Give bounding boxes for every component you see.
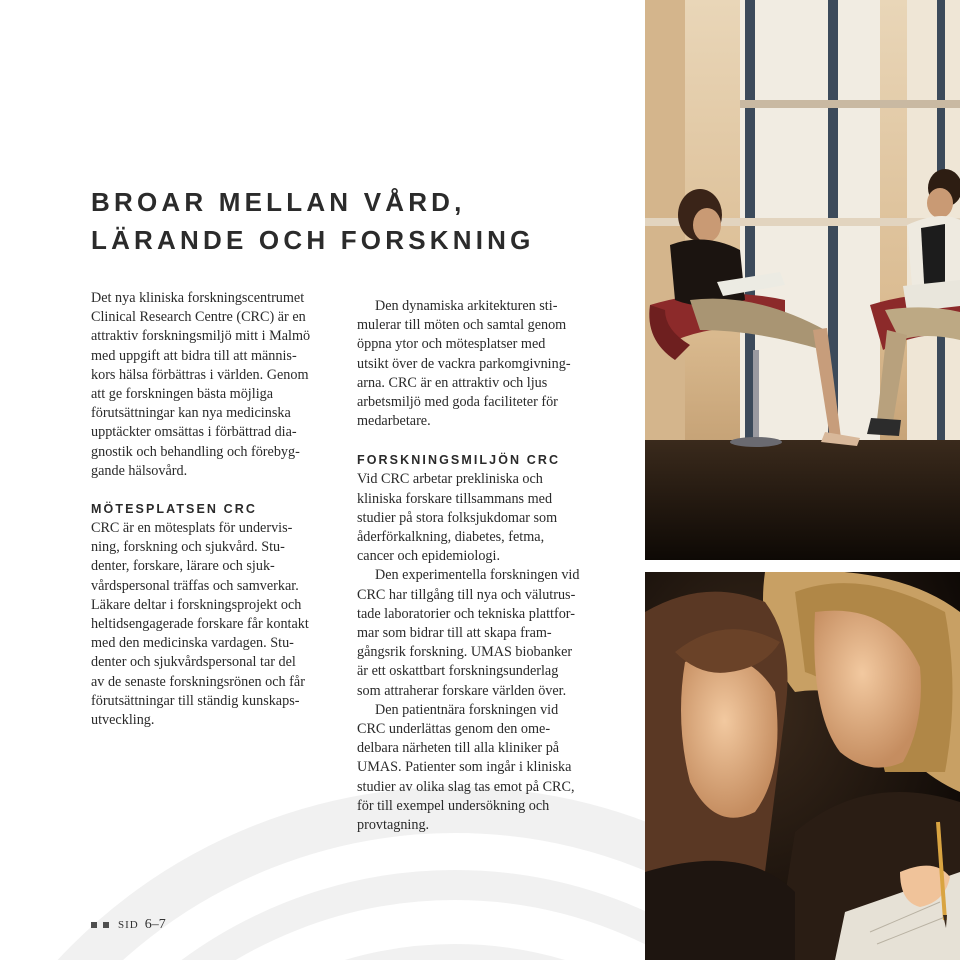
text-line: upptäckter omsättas i förbättrad dia- <box>91 424 297 441</box>
text-line: är ett oskattbart forskningsunderlag <box>357 663 559 680</box>
text-line: gnostik och behandling och förebyg- <box>91 443 300 460</box>
text-line: Clinical Research Centre (CRC) är en <box>91 309 306 326</box>
text-line: med den medicinska vardagen. Stu- <box>91 635 294 652</box>
text-line: Den patientnära forskningen vid <box>375 701 559 718</box>
text-line: UMAS. Patienter som ingår i kliniska <box>357 759 572 776</box>
text-line: denter och sjukvårdspersonal tar del <box>91 654 296 671</box>
text-line: förutsättningar kan nya medicinska <box>91 405 291 422</box>
text-line: att ge forskningen bästa möjliga <box>91 386 274 403</box>
text-line: kors hälsa förbättras i världen. Genom <box>91 366 309 383</box>
text-line: utveckling. <box>91 712 155 729</box>
text-column-right <box>357 297 619 835</box>
text-line: Den experimentella forskningen vid <box>375 567 580 584</box>
text-line: vårdspersonal träffas och samverkar. <box>91 577 299 594</box>
text-line: utsikt över de vackra parkomgivning- <box>357 355 571 372</box>
section-heading-motesplatsen: MÖTESPLATSEN CRC <box>91 502 258 517</box>
text-line: tade laboratorier och tekniska plattfor- <box>357 605 575 622</box>
text-line: av de senaste forskningsrönen och får <box>91 673 305 690</box>
text-line: CRC är en mötesplats för undervis- <box>91 520 293 537</box>
text-column-left <box>91 289 376 730</box>
text-line: denter, forskare, lärare och sjuk- <box>91 558 275 575</box>
text-line: medarbetare. <box>357 413 431 430</box>
motesplatsen-paragraph <box>91 519 376 730</box>
photo-people-seated-by-windows <box>645 0 960 560</box>
research-paragraph-2 <box>357 566 619 700</box>
title-line-2: LÄRANDE OCH FORSKNING <box>91 225 535 255</box>
text-line: CRC underlättas genom den ome- <box>357 721 551 738</box>
text-line: öppna ytor och mötesplatser med <box>357 336 546 353</box>
text-line: Den dynamiska arkitekturen sti- <box>375 298 558 314</box>
footer-page-numbers: 6–7 <box>144 917 166 932</box>
architecture-paragraph <box>357 297 619 431</box>
text-line: ning, forskning och sjukvård. Stu- <box>91 539 285 556</box>
text-line: gande hälsovård. <box>91 462 188 479</box>
text-line: studier på stora folksjukdomar som <box>357 509 558 526</box>
text-line: studier av olika slag tas emot på CRC, <box>357 778 575 795</box>
text-line: för till exempel undersökning och <box>357 797 550 814</box>
text-line: cancer och epidemiologi. <box>357 548 500 565</box>
text-line: arbetsmiljö med goda faciliteter för <box>357 394 558 411</box>
title-line-1: BROAR MELLAN VÅRD, <box>91 187 466 217</box>
text-line: med uppgift att bidra till att männis- <box>91 347 297 364</box>
text-line: heltidsengagerade forskare får kontakt <box>91 616 309 633</box>
research-paragraph-1 <box>357 470 619 566</box>
text-line: delbara närheten till alla kliniker på <box>357 740 560 757</box>
text-line: Det nya kliniska forskningscentrumet <box>91 290 305 306</box>
section-heading-forskningsmiljon: FORSKNINGSMILJÖN CRC <box>357 453 561 468</box>
page-footer <box>91 917 166 933</box>
text-line: åderförkalkning, diabetes, fetma, <box>357 529 545 546</box>
text-line: mar som bidrar till att skapa fram- <box>357 625 552 642</box>
text-line: arna. CRC är en attraktiv och ljus <box>357 374 548 391</box>
text-line: provtagning. <box>357 817 430 834</box>
photo-researchers-reviewing-document <box>645 572 960 960</box>
footer-square-marker <box>103 922 109 928</box>
intro-paragraph <box>91 289 376 481</box>
text-line: attraktiv forskningsmiljö mitt i Malmö <box>91 328 311 345</box>
text-line: CRC har tillgång till nya och välutrus- <box>357 586 576 603</box>
footer-page-label: SID <box>118 919 139 931</box>
text-line: gångsrik forskning. UMAS biobanker <box>357 644 573 661</box>
footer-square-marker <box>91 922 97 928</box>
text-line: förutsättningar till ständig kunskaps- <box>91 692 300 709</box>
page-title <box>91 183 535 259</box>
text-line: som attraherar forskare världen över. <box>357 682 567 699</box>
text-line: mulerar till möten och samtal genom <box>357 317 567 334</box>
research-paragraph-3 <box>357 701 619 835</box>
text-line: kliniska forskare tillsammans med <box>357 490 553 507</box>
text-line: Vid CRC arbetar prekliniska och <box>357 471 543 488</box>
text-line: Läkare deltar i forskningsprojekt och <box>91 596 302 613</box>
